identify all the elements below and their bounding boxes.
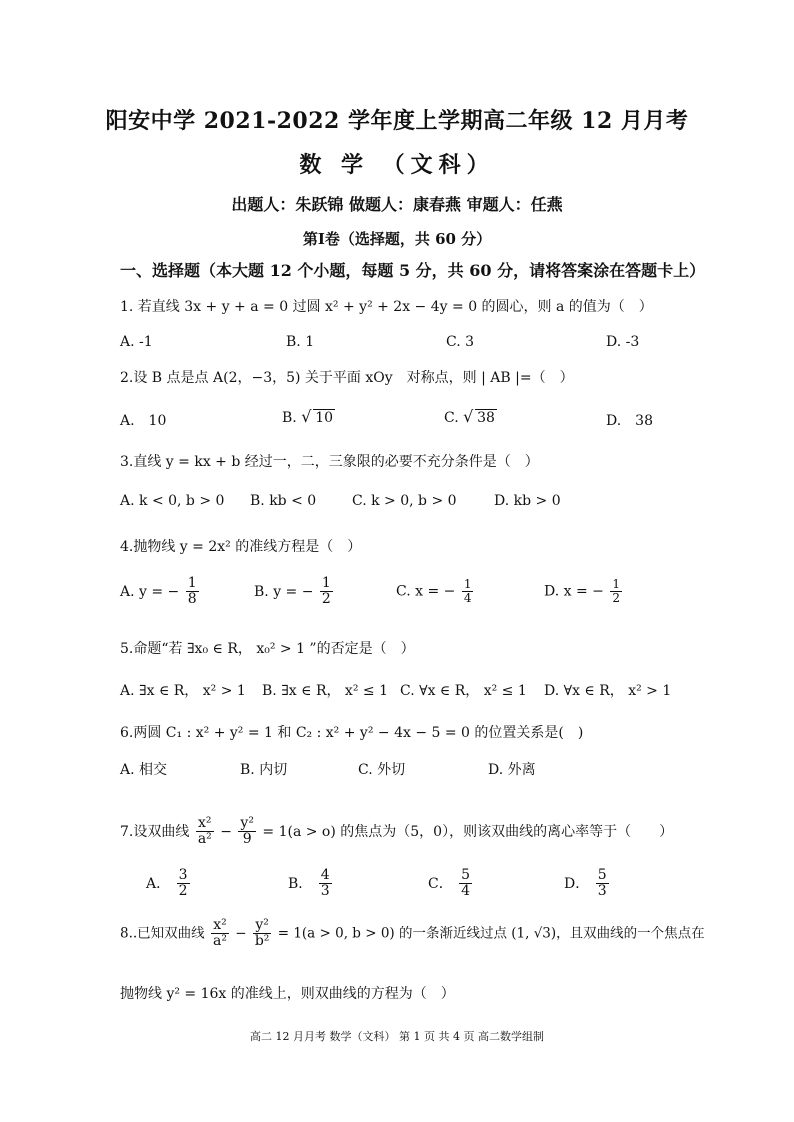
fraction-numerator: 1 [463, 577, 472, 591]
question-8-stem-fraction-1 [211, 918, 229, 950]
question-2-option-b [282, 407, 335, 426]
question-1-option-c: C. 3 [446, 334, 475, 350]
question-2-option-c [444, 407, 497, 426]
fraction-denominator: 2 [612, 591, 620, 606]
question-7-option-b-label: B． [288, 875, 313, 892]
question-7-stem-fraction-1 [196, 816, 214, 848]
page-title: 阳安中学 2021-2022 学年度上学期高二年级 12 月月考 [105, 108, 689, 134]
question-7-stem [120, 816, 673, 848]
question-6-option-d: D. 外离 [488, 762, 536, 778]
question-2-option-c-label: C. [444, 410, 459, 426]
question-6-stem: 6.两圆 C₁ : x² + y² = 1 和 C₂ : x² + y² − 4x − 5 = 0 的位置关系是( ) [120, 725, 584, 741]
question-4-option-a-label: A. y = − [120, 583, 180, 600]
question-2-option-c-radicand: 38 [477, 410, 495, 426]
question-2-option-b-sqrt: √ 10 [301, 407, 334, 426]
section-heading: 一、选择题（本大题 12 个小题，每题 5 分，共 60 分，请将答案涂在答题卡上） [120, 261, 706, 280]
question-8-stem-prefix: 8..已知双曲线 [120, 925, 205, 942]
question-4-option-b-label: B. y = − [254, 583, 314, 600]
subject-title: 数 学 （文科） [299, 152, 495, 178]
question-1-option-d: D. -3 [606, 334, 640, 350]
question-7-stem-fraction-2 [238, 816, 256, 848]
question-2-stem: 2.设 B 点是点 A(2，−3，5) 关于平面 xOy 对称点，则 | AB |=（ ） [120, 370, 574, 386]
question-8-stem-minus: − [235, 925, 247, 942]
question-7-option-b-fraction [319, 868, 332, 900]
question-4-stem: 4.抛物线 y = 2x² 的准线方程是（ ） [120, 539, 362, 555]
fraction-numerator: 4 [320, 867, 330, 883]
fraction-denominator: 2 [178, 883, 188, 900]
question-7-stem-suffix: = 1(a > o) 的焦点为（5，0），则该双曲线的离心率等于（ ） [262, 823, 674, 840]
volume-heading: 第Ⅰ卷（选择题，共 60 分） [302, 230, 492, 248]
authors-line: 出题人：朱跃锦 做题人：康春燕 审题人：任燕 [231, 195, 563, 214]
question-6-option-b: B. 内切 [240, 762, 288, 778]
question-1-option-b: B. 1 [286, 334, 315, 350]
question-1-option-a: A. -1 [120, 334, 153, 350]
fraction-denominator: b² [254, 933, 270, 950]
fraction-numerator: 5 [597, 867, 607, 883]
question-5-option-c: C. ∀x ∈ R， x² ≤ 1 [400, 683, 527, 699]
fraction-denominator: 3 [320, 883, 330, 900]
question-7-option-a-fraction [177, 868, 190, 900]
fraction-numerator: 1 [187, 575, 197, 591]
question-4-option-d [544, 578, 624, 605]
question-7-option-c [428, 868, 474, 900]
question-4-option-a [120, 576, 201, 608]
question-4-option-d-fraction [610, 578, 622, 605]
fraction-numerator: y² [240, 815, 254, 831]
question-7-stem-prefix: 7.设双曲线 [120, 823, 190, 840]
fraction-numerator: 3 [178, 867, 188, 883]
question-7-option-c-fraction [459, 868, 472, 900]
question-5-stem: 5.命题“若 ∃x₀ ∈ R， x₀² > 1 ”的否定是（ ） [120, 641, 415, 657]
question-4-option-c-label: C. x = − [396, 583, 456, 600]
question-5-option-d: D. ∀x ∈ R， x² > 1 [544, 683, 672, 699]
question-4-option-c-fraction [462, 578, 474, 605]
question-8-stem-fraction-2 [253, 918, 272, 950]
fraction-numerator: x² [198, 815, 212, 831]
question-3-option-d: D. kb > 0 [494, 493, 561, 509]
question-6-option-a: A. 相交 [120, 762, 168, 778]
fraction-numerator: 5 [461, 867, 471, 883]
fraction-denominator: 4 [463, 591, 472, 606]
fraction-numerator: 1 [612, 577, 620, 591]
question-6-option-c: C. 外切 [358, 762, 406, 778]
fraction-denominator: 4 [461, 883, 471, 900]
question-7-option-d-fraction [596, 868, 609, 900]
question-8-stem [120, 918, 705, 950]
question-2-option-b-label: B. [282, 410, 297, 426]
question-3-stem: 3.直线 y = kx + b 经过一，二，三象限的必要不充分条件是（ ） [120, 454, 539, 470]
question-7-option-a [146, 868, 192, 900]
question-5-option-b: B. ∃x ∈ R， x² ≤ 1 [262, 683, 388, 699]
question-7-stem-minus: − [220, 823, 232, 840]
question-3-option-a: A. k < 0, b > 0 [120, 493, 225, 509]
question-3-option-b: B. kb < 0 [250, 493, 317, 509]
question-1-stem: 1. 若直线 3x + y + a = 0 过圆 x² + y² + 2x − 4y = 0 的圆心，则 a 的值为（ ） [120, 299, 653, 315]
question-7-option-b [288, 868, 334, 900]
question-4-option-c [396, 578, 475, 605]
fraction-denominator: a² [212, 933, 227, 950]
question-2-option-a: A. 10 [120, 413, 167, 429]
fraction-denominator: 3 [597, 883, 607, 900]
question-7-option-d [564, 868, 611, 900]
page-footer: 高二 12 月月考 数学（文科） 第 1 页 共 4 页 高二数学组制 [250, 1030, 544, 1043]
fraction-numerator: x² [213, 917, 227, 933]
question-7-option-c-label: C． [428, 875, 453, 892]
question-8-stem-line-2: 抛物线 y² = 16x 的准线上，则双曲线的方程为（ ） [120, 986, 455, 1002]
question-4-option-a-fraction [186, 576, 199, 608]
fraction-denominator: 2 [321, 591, 331, 608]
question-2-option-b-radicand: 10 [315, 410, 334, 426]
fraction-denominator: a² [197, 831, 212, 848]
question-2-option-d: D. 38 [606, 413, 653, 429]
fraction-denominator: 8 [187, 591, 197, 608]
question-4-option-d-label: D. x = − [544, 583, 604, 600]
question-4-option-b [254, 576, 335, 608]
question-5-option-a: A. ∃x ∈ R， x² > 1 [120, 683, 246, 699]
question-2-option-c-sqrt: √ 38 [463, 407, 495, 426]
question-7-option-a-label: A． [146, 875, 171, 892]
question-4-option-b-fraction [320, 576, 333, 608]
fraction-numerator: 1 [321, 575, 331, 591]
question-7-option-d-label: D． [564, 875, 590, 892]
question-8-stem-suffix: = 1(a > 0, b > 0) 的一条渐近线过点 (1, √3)，且双曲线的一个焦点在 [277, 925, 705, 942]
fraction-denominator: 9 [242, 831, 252, 848]
question-3-option-c: C. k > 0, b > 0 [352, 493, 457, 509]
fraction-numerator: y² [255, 917, 269, 933]
